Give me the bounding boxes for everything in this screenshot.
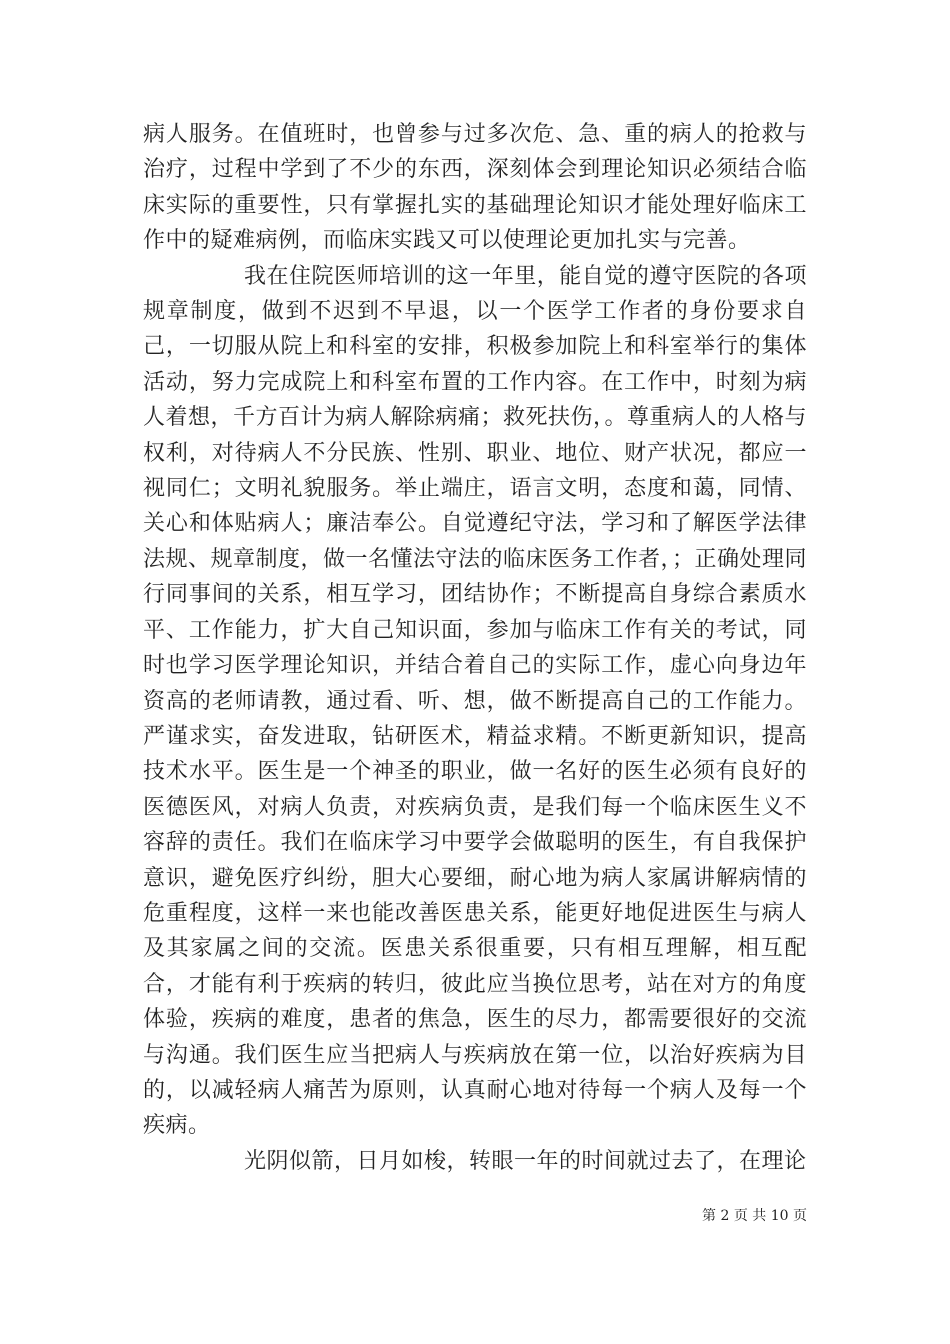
paragraph-time-passes: 光阴似箭，日月如梭，转眼一年的时间就过去了，在理论 [244,1148,807,1174]
page-number-footer: 第 2 页 共 10 页 [702,1208,807,1224]
paragraph-continuation: 病人服务。在值班时，也曾参与过多次危、急、重的病人的抢救与治疗，过程中学到了不少的东西，深刻体会到理论知识必须结合临床实际的重要性，只有掌握扎实的基础理论知识才能处理好临床工作中的疑难病例，而临床实践又可以使理论更加扎实与完善。 [143,122,807,254]
body-text [143,117,807,1179]
paragraph-residency-training: 我在住院医师培训的这一年里，能自觉的遵守医院的各项规章制度，做到不迟到不早退，以一个医学工作者的身份要求自己，一切服从院上和科室的安排，积极参加院上和科室举行的集体活动，努力完成院上和科室布置的工作内容。在工作中，时刻为病人着想，千方百计为病人解除病痛；救死扶伤，。尊重病人的人格与权利，对待病人不分民族、性别、职业、地位、财产状况，都应一视同仁；文明礼貌服务。举止端庄，语言文明，态度和蔼，同情、关心和体贴病人；廉洁奉公。自觉遵纪守法，学习和了解医学法律法规、规章制度，做一名懂法守法的临床医务工作者，；正确处理同行同事间的关系，相互学习，团结协作；不断提高自身综合素质水平、工作能力，扩大自己知识面，参加与临床工作有关的考试，同时也学习医学理论知识，并结合着自己的实际工作，虚心向身边年资高的老师请教，通过看、听、想，做不断提高自己的工作能力。严谨求实，奋发进取，钻研医术，精益求精。不断更新知识，提高技术水平。医生是一个神圣的职业，做一名好的医生必须有良好的医德医风，对病人负责，对疾病负责，是我们每一个临床医生义不容辞的责任。我们在临床学习中要学会做聪明的医生，有自我保护意识，避免医疗纠纷，胆大心要细，耐心地为病人家属讲解病情的危重程度，这样一来也能改善医患关系，能更好地促进医生与病人及其家属之间的交流。医患关系很重要，只有相互理解，相互配合，才能有利于疾病的转归，彼此应当换位思考，站在对方的角度体验，疾病的难度，患者的焦急，医生的尽力，都需要很好的交流与沟通。我们医生应当把病人与疾病放在第一位，以治好疾病为目的，以减轻病人痛苦为原则，认真耐心地对待每一个病人及每一个疾病。 [143,263,808,1139]
